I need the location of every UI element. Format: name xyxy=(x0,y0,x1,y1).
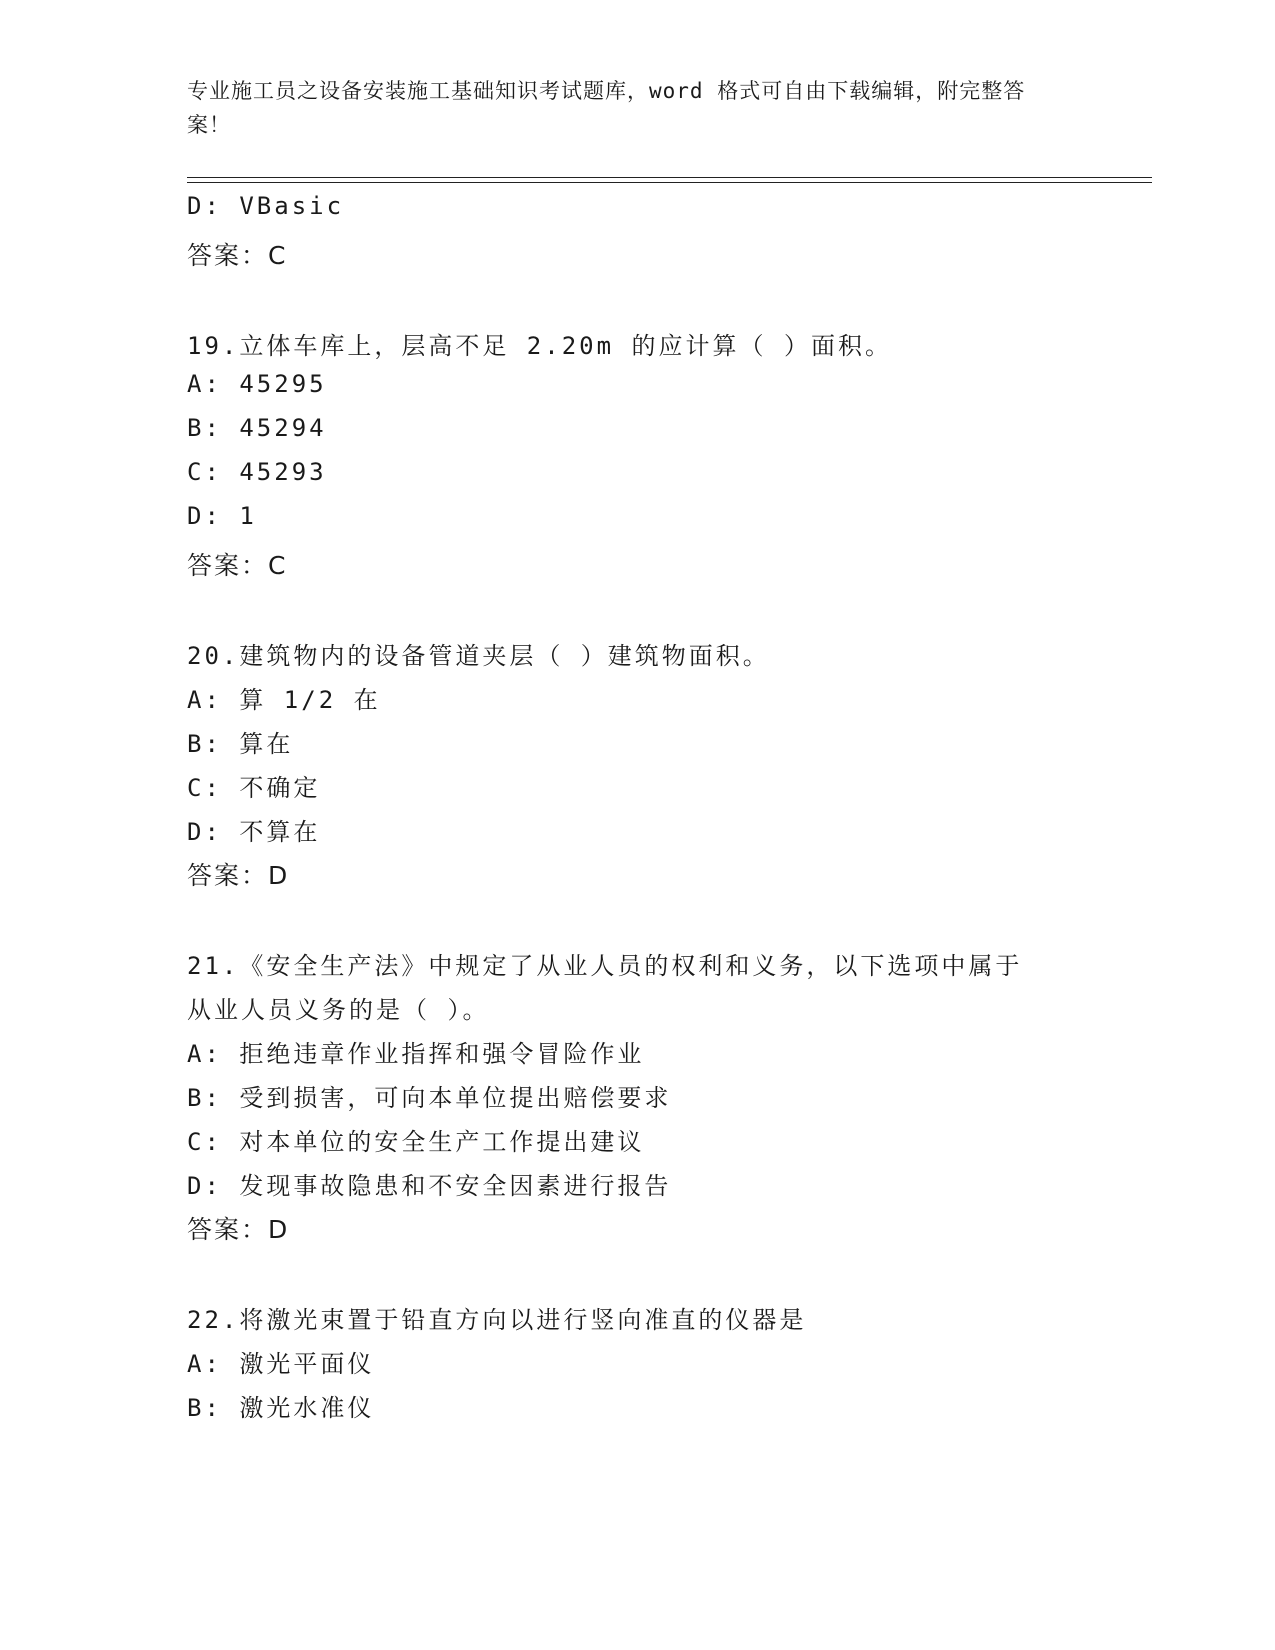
q19-option-c: C: 45293 xyxy=(187,458,327,486)
q21-option-c: C: 对本单位的安全生产工作提出建议 xyxy=(187,1128,645,1156)
q20-option-b: B: 算在 xyxy=(187,730,294,758)
question-21-line-2: 从业人员义务的是（ ）。 xyxy=(187,996,490,1024)
document-header: 专业施工员之设备安装施工基础知识考试题库，word 格式可自由下载编辑，附完整答案！ xyxy=(187,79,1026,137)
q21-option-b: B: 受到损害，可向本单位提出赔偿要求 xyxy=(187,1084,672,1112)
q22-option-a: A: 激光平面仪 xyxy=(187,1350,375,1378)
q20-answer: 答案：D xyxy=(187,861,290,890)
option-d: D: VBasic xyxy=(187,192,345,220)
q21-option-a: A: 拒绝违章作业指挥和强令冒险作业 xyxy=(187,1040,645,1068)
question-19: 19.立体车库上，层高不足 2.20m 的应计算（ ）面积。 xyxy=(187,332,892,360)
answer-label: 答案：C xyxy=(187,241,288,270)
q19-option-a: A: 45295 xyxy=(187,370,327,398)
q22-option-b: B: 激光水准仪 xyxy=(187,1394,375,1422)
q19-option-d: D: 1 xyxy=(187,502,257,530)
header-divider-top xyxy=(187,177,1152,178)
header-divider-bottom xyxy=(187,182,1152,183)
q20-option-d: D: 不算在 xyxy=(187,818,321,846)
q19-option-b: B: 45294 xyxy=(187,414,327,442)
question-20: 20.建筑物内的设备管道夹层（ ）建筑物面积。 xyxy=(187,642,770,670)
q19-answer: 答案：C xyxy=(187,551,288,580)
q20-option-c: C: 不确定 xyxy=(187,774,321,802)
q21-answer: 答案：D xyxy=(187,1215,290,1244)
q20-option-a: A: 算 1/2 在 xyxy=(187,686,381,714)
q21-option-d: D: 发现事故隐患和不安全因素进行报告 xyxy=(187,1172,672,1200)
question-22: 22.将激光束置于铅直方向以进行竖向准直的仪器是 xyxy=(187,1306,807,1334)
question-21-line-1: 21.《安全生产法》中规定了从业人员的权利和义务，以下选项中属于 xyxy=(187,952,1023,980)
